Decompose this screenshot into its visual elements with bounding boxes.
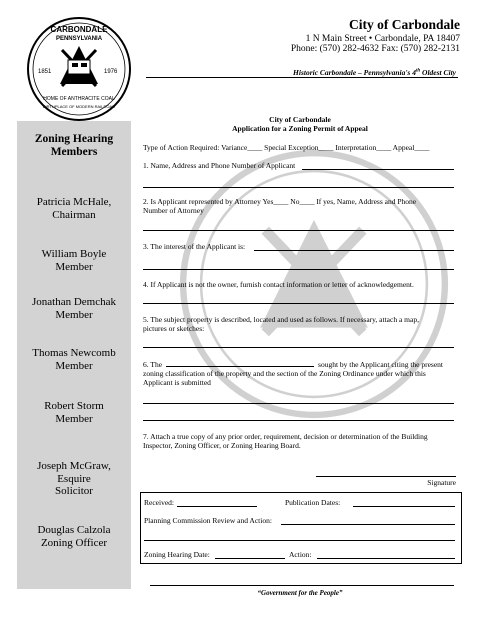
- action-type-line: Type of Action Required: Variance____ Special Exception____ Interpretation____ Appeal____: [143, 143, 430, 152]
- seal-sub-text: PENNSYLVANIA: [55, 36, 103, 42]
- zoning-hearing-date-field[interactable]: [215, 558, 285, 559]
- member-entry: Thomas Newcomb Member: [32, 347, 116, 372]
- signature-line[interactable]: [316, 476, 456, 477]
- member-entry: Patricia McHale, Chairman: [36, 196, 112, 221]
- answer-line[interactable]: [143, 303, 454, 304]
- member-entry: Jonathan Demchak Member: [32, 296, 116, 321]
- answer-line[interactable]: [254, 250, 454, 251]
- question-2: 2. Is Applicant represented by Attorney Yes____ No____ If yes, Name, Address and Phone Number of Attorney: [143, 197, 417, 215]
- seal-bottom-text2: BIRTHPLACE OF MODERN RAILROAD: [42, 104, 116, 109]
- seal-emblem: [60, 46, 98, 86]
- planning-field[interactable]: [281, 524, 455, 525]
- planning-label: Planning Commission Review and Action:: [144, 516, 272, 525]
- answer-line[interactable]: [302, 169, 454, 170]
- action-label: Action:: [289, 550, 312, 559]
- city-seal: [26, 16, 132, 122]
- received-field[interactable]: [177, 506, 257, 507]
- office-use-box: [140, 492, 462, 564]
- form-title: City of Carbondale Application for a Zoning Permit of Appeal: [232, 115, 368, 133]
- seal-year-right: 1976: [104, 69, 118, 75]
- seal-top-text: CARBONDALE: [50, 25, 108, 34]
- question-1: 1. Name, Address and Phone Number of Applicant: [143, 161, 296, 170]
- tagline: Historic Carbondale – Pennsylvania's 4th Oldest City: [293, 68, 456, 77]
- members-sidebar: [17, 121, 131, 589]
- answer-line[interactable]: [143, 187, 454, 188]
- footer-motto: “Government for the People”: [257, 589, 343, 597]
- member-entry: Robert Storm Member: [44, 400, 104, 425]
- footer-rule: [150, 585, 454, 586]
- answer-line[interactable]: [143, 347, 454, 348]
- address-line: 1 N Main Street • Carbondale, PA 18407: [305, 34, 460, 44]
- publication-dates-label: Publication Dates:: [285, 498, 341, 507]
- action-field[interactable]: [317, 558, 455, 559]
- header-rule: [146, 77, 458, 78]
- phone-fax-line: Phone: (570) 282-4632 Fax: (570) 282-2131: [290, 44, 460, 54]
- answer-line[interactable]: [143, 420, 454, 421]
- member-entry: Joseph McGraw, Esquire Solicitor: [37, 460, 111, 497]
- question-6: 6. The sought by the Applicant citing the present zoning classification of the property and the section of the Zoning Ordinance under which this Applicant is submitted: [143, 360, 444, 387]
- zoning-hearing-date-label: Zoning Hearing Date:: [144, 550, 210, 559]
- signature-label: Signature: [427, 478, 456, 487]
- question-7: 7. Attach a true copy of any prior order, requirement, decision or determination of the Building Inspector, Zoning Officer, or Zoning Hearing Board.: [143, 432, 428, 450]
- question-4: 4. If Applicant is not the owner, furnish contact information or letter of acknowledgement.: [143, 280, 414, 289]
- seal-bottom-text: HOME OF ANTHRACITE COAL: [43, 96, 115, 102]
- answer-line[interactable]: [143, 269, 454, 270]
- publication-dates-field[interactable]: [353, 506, 455, 507]
- question-3: 3. The interest of the Applicant is:: [143, 242, 246, 251]
- answer-line[interactable]: [143, 230, 454, 231]
- planning-field-2[interactable]: [144, 540, 455, 541]
- question-5: 5. The subject property is described, located and used as follows. If necessary, attach a map, pictures or sketches:: [143, 315, 419, 333]
- member-entry: William Boyle Member: [41, 248, 107, 273]
- received-label: Received:: [144, 498, 174, 507]
- address-block: [240, 34, 460, 54]
- seal-year-left: 1851: [38, 69, 52, 75]
- answer-line[interactable]: [143, 403, 454, 404]
- sidebar-heading: Zoning Hearing Members: [34, 133, 114, 158]
- member-entry: Douglas Calzola Zoning Officer: [37, 524, 111, 549]
- city-title: City of Carbondale: [349, 17, 460, 32]
